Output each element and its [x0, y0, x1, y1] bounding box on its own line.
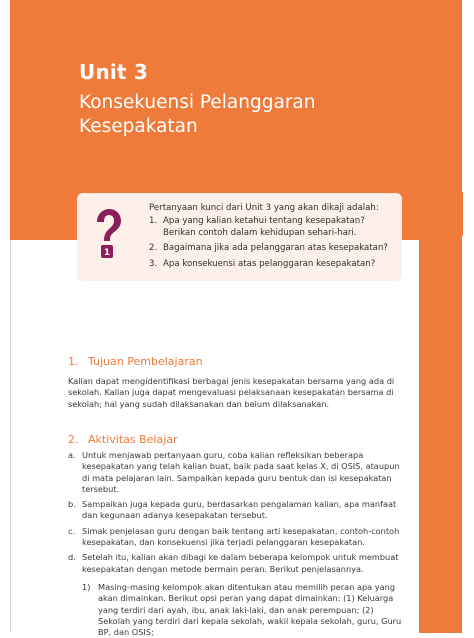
question-mark-icon — [92, 208, 124, 264]
section-heading-aktivitas — [68, 433, 178, 446]
list-item — [68, 552, 406, 575]
key-questions-list — [149, 216, 399, 274]
activity-list — [68, 450, 406, 579]
list-item-text: Simak penjelasan guru dengan baik tentang arti kesepakatan, contoh-contoh kesepakatan, dan konsekuensi jika terjadi pelanggaran kesepakatan. — [82, 525, 400, 548]
list-item-number: 2. — [149, 243, 158, 253]
list-item-marker: d. — [68, 552, 76, 563]
section-title: Aktivitas Belajar — [88, 433, 178, 446]
list-item — [68, 499, 406, 522]
list-item — [149, 243, 399, 255]
section-number: 2. — [68, 433, 79, 446]
list-item-text: Apa konsekuensi atas pelanggaran kesepakatan? — [163, 258, 376, 269]
list-item — [149, 259, 399, 271]
list-item-number: 1. — [149, 216, 158, 226]
list-item-text: Bagaimana jika ada pelanggaran atas kesepakatan? — [163, 243, 388, 253]
list-item-number: 3. — [149, 258, 158, 269]
key-questions-intro: Pertanyaan kunci dari Unit 3 yang akan dikaji adalah: — [149, 203, 379, 213]
list-item — [82, 582, 407, 638]
list-item-text: Masing-masing kelompok akan ditentukan atau memilih peran apa yang akan dimainkan. Berikut opsi peran yang dapat dimainkan: (1) Keluarga yang terdiri dari ayah, ibu, anak laki-laki, dan anak perempuan; (2) Sekolah yang terdiri dari kepala sekolah, wakil kepala sekolah, guru, Guru BP, dan OSIS; — [98, 582, 402, 638]
unit-title-line1: Konsekuensi Pelanggaran — [79, 92, 316, 113]
list-item-marker: c. — [68, 525, 76, 536]
list-item — [68, 450, 406, 495]
list-item-text: Untuk menjawab pertanyaan guru, coba kalian refleksikan beberapa kesepakatan yang telah kalian buat, baik pada saat kelas X, di OSIS, ataupun di mata pelajaran lain. Sampaikan kepada guru bentuk dan isi kesepakatan tersebut. — [82, 450, 400, 494]
section-number: 1. — [68, 355, 79, 368]
unit-title — [79, 91, 399, 139]
list-item-text: Setelah itu, kalian akan dibagi ke dalam beberapa kelompok untuk membuat kesepakatan dengan metode bermain peran. Berikut penjelasannya. — [82, 552, 399, 574]
list-item-marker: a. — [68, 450, 76, 460]
list-item-marker: b. — [68, 499, 76, 510]
unit-title-line2: Kesepakatan — [79, 116, 198, 137]
side-tab — [419, 193, 462, 633]
list-item-text: Sampaikan juga kepada guru, berdasarkan pengalaman kalian, apa manfaat dan kegunaan adanya kesepakatan tersebut. — [82, 499, 397, 521]
list-item — [149, 216, 399, 239]
list-item-text: Apa yang kalian ketahui tentang kesepakatan? Berikan contoh dalam kehidupan sehari-hari. — [163, 216, 365, 238]
list-item-marker: 1) — [82, 582, 91, 592]
activity-sub-list — [82, 582, 407, 638]
unit-label: Unit 3 — [79, 60, 148, 84]
svg-text:1: 1 — [103, 248, 111, 258]
section-title: Tujuan Pembelajaran — [88, 355, 203, 368]
tujuan-paragraph: Kalian dapat mengidentifikasi berbagai jenis kesepakatan bersama yang ada di sekolah. Kalian juga dapat mengevaluasi pelaksanaan kesepakatan bersama di sekolah; hal yang sudah dilaksanakan dan belum dilaksanakan. — [68, 376, 395, 409]
section-heading-tujuan — [68, 355, 203, 368]
list-item — [68, 526, 406, 549]
